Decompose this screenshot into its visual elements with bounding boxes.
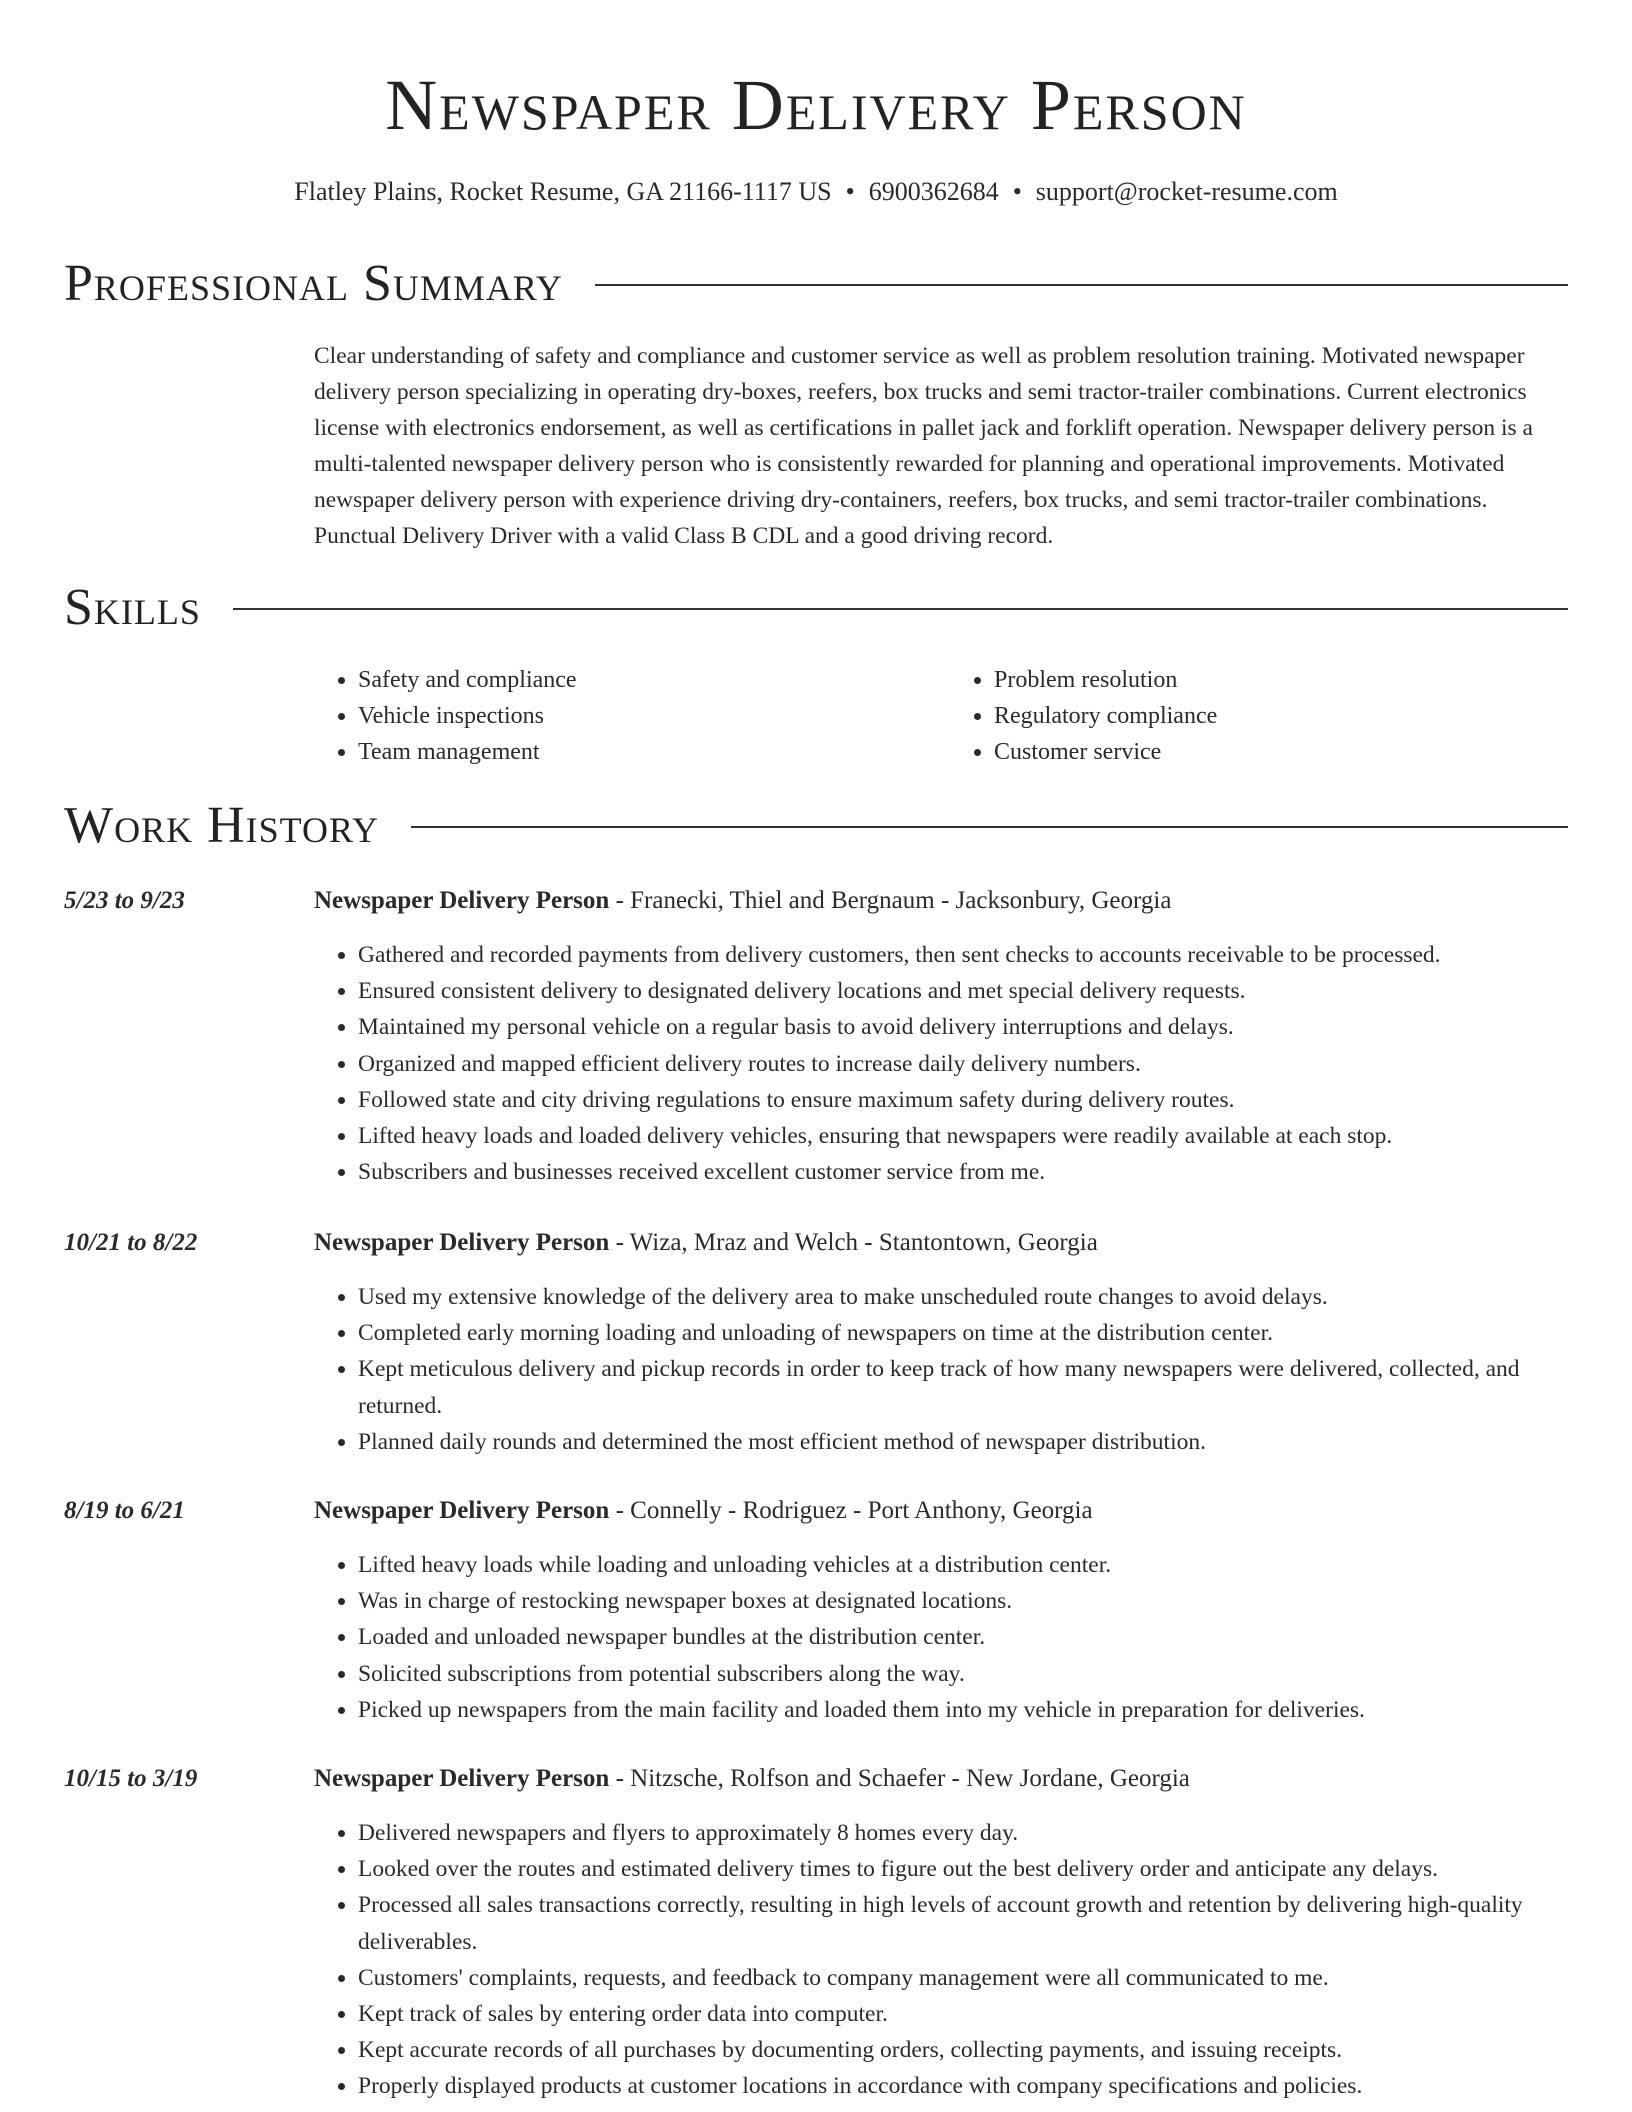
job-bullet: • Was in charge of restocking newspaper boxes at designated locations. [358, 1583, 1568, 1619]
job-bullet: • Solicited subscriptions from potential subscribers along the way. [358, 1656, 1568, 1692]
job-bullet: • Properly displayed products at customer locations in accordance with company specifications and policies. [358, 2068, 1568, 2104]
job-bullet: • Loaded and unloaded newspaper bundles at the distribution center. [358, 1619, 1568, 1655]
job-employer: - Wiza, Mraz and Welch - Stantontown, Georgia [609, 1229, 1098, 1256]
skill-item: • Safety and compliance [358, 662, 930, 698]
section-divider [233, 608, 1568, 610]
work-section-header [64, 796, 1568, 856]
job-bullets [314, 937, 1568, 1190]
skills-column-right [950, 662, 1566, 770]
job-bullets [314, 1279, 1568, 1460]
job-bullet: • Kept accurate records of all purchases by documenting orders, collecting payments, and issuing receipts. [358, 2032, 1568, 2068]
job-bullets [314, 1815, 1568, 2105]
job-title-line [314, 1493, 1568, 1529]
job-bullet: • Used my extensive knowledge of the delivery area to make unscheduled route changes to avoid delays. [358, 1279, 1568, 1315]
summary-text: Clear understanding of safety and compliance and customer service as well as problem resolution training. Motivated newspaper delivery person specializing in operating dry-boxes, reefers, box trucks and semi tractor-trailer combinations. Current electronics license with electronics endorsement, as well as certifications in pallet jack and forklift operation. Newspaper delivery person is a multi-talented newspaper delivery person who is consistently rewarded for planning and operational improvements. Motivated newspaper delivery person with experience driving dry-containers, reefers, box trucks, and semi tractor-trailer combinations. Punctual Delivery Driver with a valid Class B CDL and a good driving record. [314, 343, 1533, 549]
job-dates: 10/21 to 8/22 [64, 1229, 198, 1256]
section-divider [595, 284, 1568, 286]
job-bullet: • Lifted heavy loads while loading and unloading vehicles at a distribution center. [358, 1547, 1568, 1583]
job-header [64, 883, 1568, 919]
contact-separator: • [845, 177, 855, 206]
contact-phone: 6900362684 [868, 177, 999, 206]
job-employer: - Nitzsche, Rolfson and Schaefer - New Jordane, Georgia [609, 1765, 1190, 1792]
job-employer: - Franecki, Thiel and Bergnaum - Jacksonbury, Georgia [609, 887, 1172, 914]
skill-item: • Customer service [994, 734, 1566, 770]
job-title: Newspaper Delivery Person [314, 1765, 610, 1792]
contact-email: support@rocket-resume.com [1035, 177, 1338, 206]
job-bullet: • Gathered and recorded payments from delivery customers, then sent checks to accounts receivable to be processed. [358, 937, 1568, 973]
job-entry [64, 1225, 1568, 1460]
job-title: Newspaper Delivery Person [314, 1497, 610, 1524]
job-bullet: • Customers' complaints, requests, and feedback to company management were all communicated to me. [358, 1960, 1568, 1996]
job-bullet: • Kept track of sales by entering order data into computer. [358, 1996, 1568, 2032]
work-section-title: Work History [64, 797, 380, 854]
skill-item: • Regulatory compliance [994, 698, 1566, 734]
skills-section-header [64, 578, 1568, 638]
job-dates: 8/19 to 6/21 [64, 1497, 185, 1524]
job-bullet: • Maintained my personal vehicle on a regular basis to avoid delivery interruptions and delays. [358, 1009, 1568, 1045]
job-header [64, 1493, 1568, 1529]
contact-line [0, 176, 1632, 208]
summary-section-title: Professional Summary [64, 255, 563, 312]
job-dates: 10/15 to 3/19 [64, 1765, 198, 1792]
job-title-line [314, 1225, 1568, 1261]
job-title-line [314, 883, 1568, 919]
skill-item: • Vehicle inspections [358, 698, 930, 734]
job-bullet: • Processed all sales transactions correctly, resulting in high levels of account growth and retention by delivering high-quality deliverables. [358, 1887, 1568, 1959]
job-title: Newspaper Delivery Person [314, 887, 610, 914]
contact-address: Flatley Plains, Rocket Resume, GA 21166-1117 US [294, 177, 832, 206]
job-bullet: • Followed state and city driving regulations to ensure maximum safety during delivery routes. [358, 1082, 1568, 1118]
job-header [64, 1761, 1568, 1797]
job-bullet: • Picked up newspapers from the main facility and loaded them into my vehicle in preparation for deliveries. [358, 1692, 1568, 1728]
job-bullet: • Delivered newspapers and flyers to approximately 8 homes every day. [358, 1815, 1568, 1851]
skill-item: • Problem resolution [994, 662, 1566, 698]
job-bullet: • Planned daily rounds and determined the most efficient method of newspaper distribution. [358, 1424, 1568, 1460]
job-bullet: • Lifted heavy loads and loaded delivery vehicles, ensuring that newspapers were readily available at each stop. [358, 1118, 1568, 1154]
job-header [64, 1225, 1568, 1261]
job-title: Newspaper Delivery Person [314, 1229, 610, 1256]
summary-section-header [64, 254, 1568, 314]
job-bullet: • Subscribers and businesses received excellent customer service from me. [358, 1154, 1568, 1190]
job-bullet: • Kept meticulous delivery and pickup records in order to keep track of how many newspapers were delivered, collected, and returned. [358, 1351, 1568, 1423]
skills-column-left [314, 662, 930, 770]
job-bullets [314, 1547, 1568, 1728]
job-entry [64, 883, 1568, 1190]
section-divider [411, 826, 1568, 828]
job-title-line [314, 1761, 1568, 1797]
skills-section-title: Skills [64, 579, 201, 636]
job-bullet: • Ensured consistent delivery to designated delivery locations and met special delivery requests. [358, 973, 1568, 1009]
job-bullet: • Organized and mapped efficient delivery routes to increase daily delivery numbers. [358, 1046, 1568, 1082]
job-dates: 5/23 to 9/23 [64, 887, 185, 914]
contact-separator: • [1012, 177, 1022, 206]
job-employer: - Connelly - Rodriguez - Port Anthony, Georgia [609, 1497, 1093, 1524]
job-entry [64, 1493, 1568, 1728]
skill-item: • Team management [358, 734, 930, 770]
job-entry [64, 1761, 1568, 2105]
job-bullet: • Looked over the routes and estimated delivery times to figure out the best delivery order and anticipate any delays. [358, 1851, 1568, 1887]
skills-list [314, 662, 1566, 770]
job-bullet: • Completed early morning loading and unloading of newspapers on time at the distribution center. [358, 1315, 1568, 1351]
candidate-name: Newspaper Delivery Person [385, 65, 1247, 145]
